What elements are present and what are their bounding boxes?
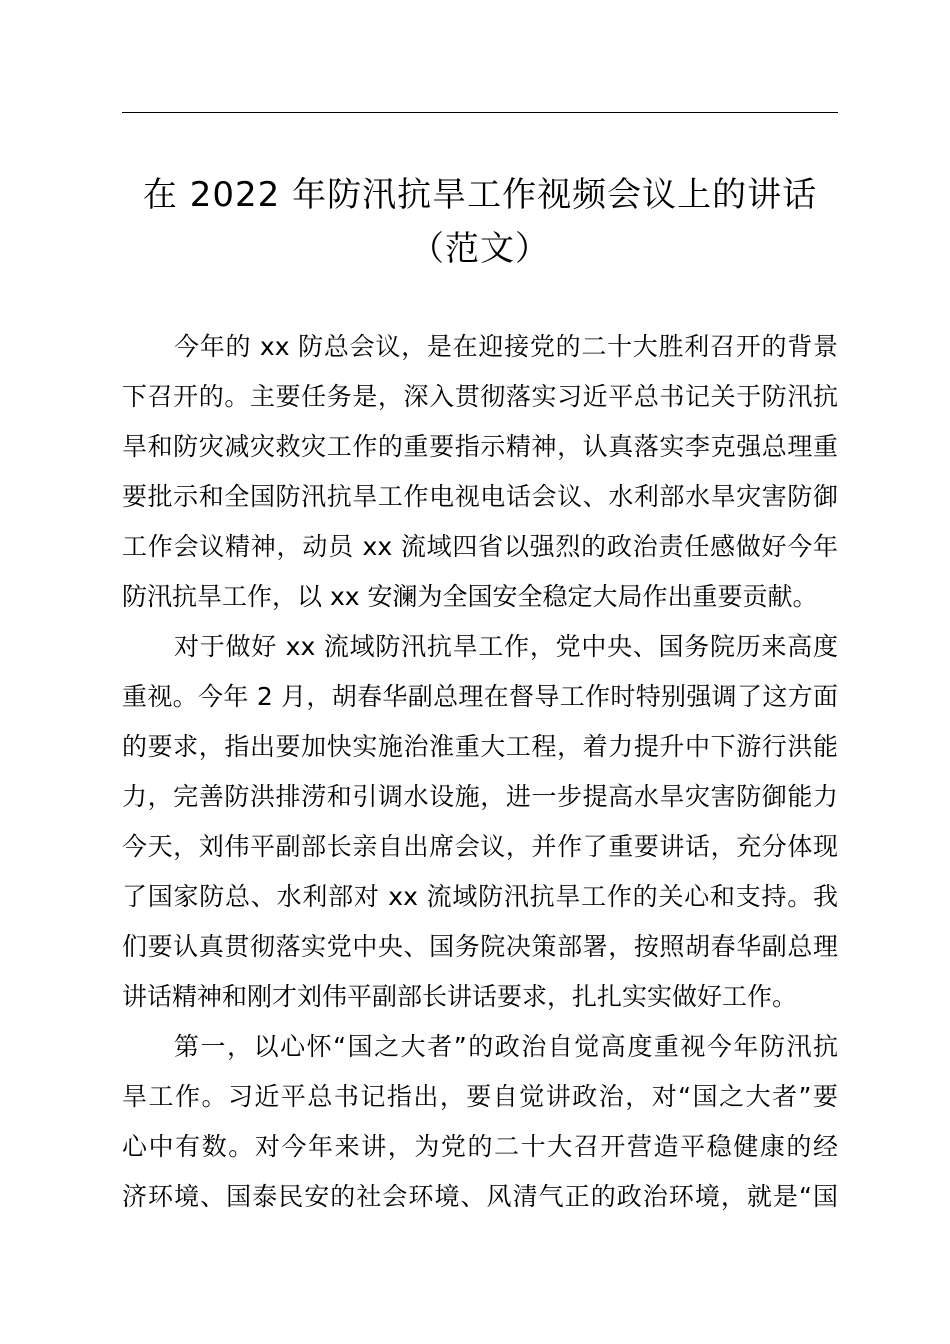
text-line: 工作会议精神，动员 xx 流域四省以强烈的政治责任感做好今年 xyxy=(122,532,838,561)
document-title xyxy=(122,168,838,276)
title-line-1: 在 2022 年防汛抗旱工作视频会议上的讲话 xyxy=(142,175,818,215)
text-line: 的要求，指出要加快实施治淮重大工程，着力提升中下游行洪能 xyxy=(122,732,838,761)
text-line: 重视。今年 2 月，胡春华副总理在督导工作时特别强调了这方面 xyxy=(122,682,838,711)
text-line: 要批示和全国防汛抗旱工作电视电话会议、水利部水旱灾害防御 xyxy=(122,482,838,511)
document-body xyxy=(122,322,838,1222)
text-line: 第一，以心怀“国之大者”的政治自觉高度重视今年防汛抗 xyxy=(174,1032,838,1061)
text-line: 对于做好 xx 流域防汛抗旱工作，党中央、国务院历来高度 xyxy=(174,632,838,661)
header-rule xyxy=(122,112,838,113)
text-line: 旱和防灾减灾救灾工作的重要指示精神，认真落实李克强总理重 xyxy=(122,432,838,461)
text-line: 力，完善防洪排涝和引调水设施，进一步提高水旱灾害防御能力 xyxy=(122,782,838,811)
paragraph-3 xyxy=(122,1022,838,1222)
text-line: 下召开的。主要任务是，深入贯彻落实习近平总书记关于防汛抗 xyxy=(122,382,838,411)
text-line: 们要认真贯彻落实党中央、国务院决策部署，按照胡春华副总理 xyxy=(122,932,838,961)
text-line: 今年的 xx 防总会议，是在迎接党的二十大胜利召开的背景 xyxy=(174,332,838,361)
paragraph-1 xyxy=(122,322,838,622)
text-line: 今天，刘伟平副部长亲自出席会议，并作了重要讲话，充分体现 xyxy=(122,832,838,861)
text-line: 心中有数。对今年来讲，为党的二十大召开营造平稳健康的经 xyxy=(122,1132,838,1161)
text-line: 济环境、国泰民安的社会环境、风清气正的政治环境，就是“国 xyxy=(122,1182,838,1211)
paragraph-2 xyxy=(122,622,838,1022)
title-line-2: （范文） xyxy=(410,229,550,269)
text-line: 防汛抗旱工作，以 xx 安澜为全国安全稳定大局作出重要贡献。 xyxy=(122,582,818,611)
text-line: 旱工作。习近平总书记指出，要自觉讲政治，对“国之大者”要 xyxy=(122,1082,838,1111)
text-line: 了国家防总、水利部对 xx 流域防汛抗旱工作的关心和支持。我 xyxy=(122,882,838,911)
text-line: 讲话精神和刚才刘伟平副部长讲话要求，扎扎实实做好工作。 xyxy=(122,982,798,1011)
